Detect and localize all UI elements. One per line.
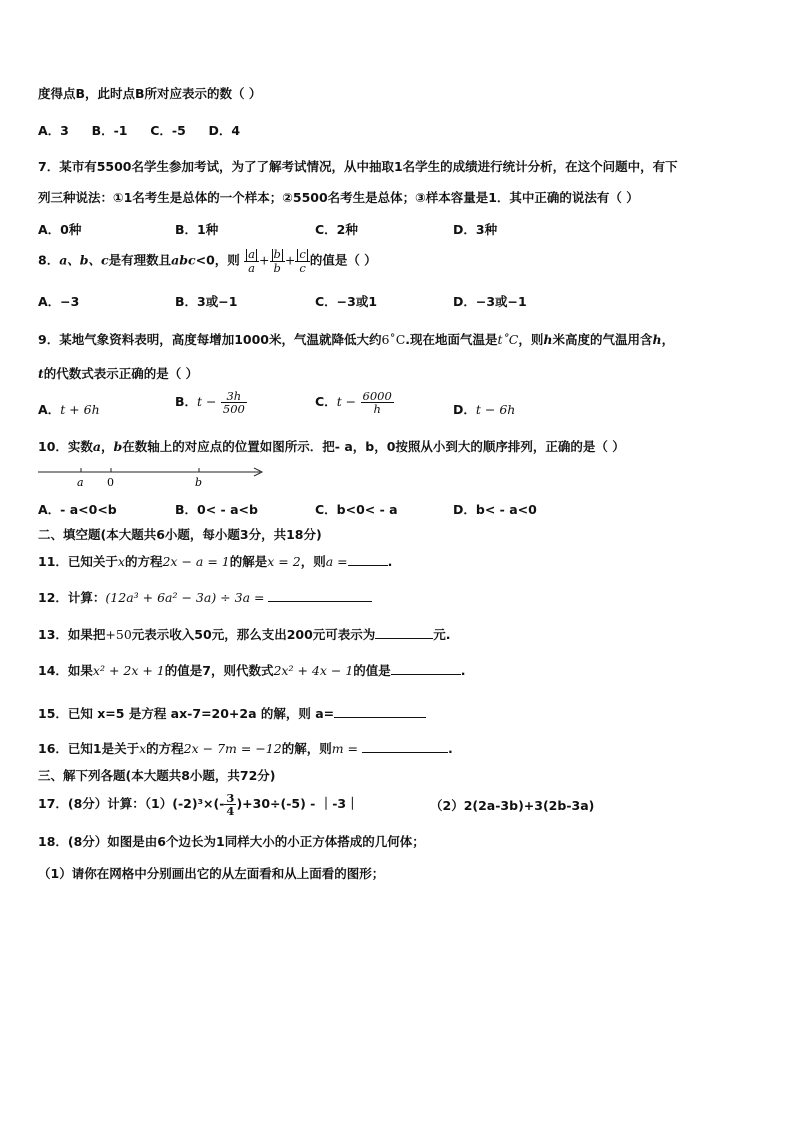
option-b: B．-1 [91,123,128,138]
option-c: C．-5 [150,123,186,138]
q10-option-c: C．b<0< - a [315,502,398,517]
q9-option-a: A．t + 6h [38,402,100,417]
answer-blank[interactable] [375,626,433,639]
q8-option-b: B．3或−1 [175,294,238,309]
fraction-abs-b-over-b: $\frac{b}{b}$ [270,248,285,274]
q8-option-a: A．−3 [38,294,80,309]
q7-option-d: D．3种 [453,222,498,237]
question-10: 10．实数a，b在数轴上的对应点的位置如图所示．把- a，b，0按照从小到大的顺序排列，正确的是（ ） [38,439,625,454]
q7-option-b: B．1种 [175,222,219,237]
question-6-tail: 度得点B，此时点B所对应表示的数（ ） [38,86,262,101]
question-9-line1: 9．某地气象资料表明，高度每增加1000米，气温就降低大约6˚C.现在地面气温是t˚C，则h米高度的气温用含h， [38,332,675,347]
q9-option-d: D．t − 6h [453,402,516,417]
q8-option-d: D．−3或−1 [453,294,527,309]
answer-blank[interactable] [268,589,372,602]
fraction-6000-over-h: $\frac{6000}{h}$ [362,389,392,417]
question-14: 14．如果x² + 2x + 1的值是7，则代数式2x² + 4x − 1的值是 . [38,663,466,678]
question-16: 16．已知1是关于x的方程2x − 7m = −12的解，则m = . [38,741,453,756]
answer-blank[interactable] [362,740,448,753]
q10-option-b: B．0< - a<b [175,502,258,517]
answer-blank[interactable] [334,705,426,718]
question-15: 15．已知 x=5 是方程 ax-7=20+2a 的解，则 a= [38,704,426,722]
q9-option-c: C．t − $\frac{6000}{h}$ [315,389,392,417]
q10-option-d: D．b< - a<0 [453,502,537,517]
question-18-line1: 18．(8分）如图是由6个边长为1同样大小的小正方体搭成的几何体； [38,834,425,849]
question-18-line2: （1）请你在网格中分别画出它的从左面看和从上面看的图形； [38,866,385,881]
label-a: a [77,476,84,489]
question-6-options [38,121,240,139]
number-line-figure [36,464,268,490]
label-0: 0 [107,476,114,489]
question-12: 12．计算：(12a³ + 6a² − 3a) ÷ 3a = [38,588,372,606]
question-17: 17．(8分）计算：（1）(-2)³×(- $\frac{3}{4}$ )+30÷(-5) - ｜-3｜ [38,791,359,819]
question-13: 13．如果把+50元表示收入50元，那么支出200元可表示为 元. [38,627,451,642]
option-a: A．3 [38,123,69,138]
question-11: 11．已知关于x的方程2x − a = 1的解是x = 2，则a = . [38,554,393,569]
option-d: D．4 [208,123,241,138]
question-7-line2: 列三种说法：①1名考生是总体的一个样本；②5500名考生是总体；③样本容量是1．其中正确的说法有（ ） [38,190,639,205]
q10-option-a: A．- a<0<b [38,502,117,517]
fraction-abs-a-over-a: $\frac{a}{a}$ [244,248,259,274]
q7-option-a: A．0种 [38,222,82,237]
answer-blank[interactable] [348,553,388,566]
label-b: b [195,476,203,489]
answer-blank[interactable] [391,662,461,675]
question-8: 8．a、b、c是有理数且abc<0，则 $\frac{a}{a}$ + $\frac{b}{b}$ + $\frac{c}{c}$ 的值是（ ） [38,247,377,275]
fraction-3h-over-500: $\frac{3h}{500}$ [222,389,245,417]
question-7-line1: 7．某市有5500名学生参加考试，为了了解考试情况，从中抽取1名学生的成绩进行统计分析，在这个问题中，有下 [38,159,678,174]
question-9-line2: t的代数式表示正确的是（ ） [38,366,199,381]
q8-option-c: C．−3或1 [315,294,378,309]
fraction-abs-c-over-c: $\frac{c}{c}$ [295,248,309,274]
q7-option-c: C．2种 [315,222,358,237]
question-17-part-2: （2）2(2a-3b)+3(2b-3a) [430,798,595,813]
section-3-heading: 三、解下列各题(本大题共8小题，共72分) [38,768,276,783]
fraction-3-over-4: $\frac{3}{4}$ [226,791,235,819]
section-2-heading: 二、填空题(本大题共6小题，每小题3分，共18分) [38,527,322,542]
q9-option-b: B．t − $\frac{3h}{500}$ [175,389,245,417]
